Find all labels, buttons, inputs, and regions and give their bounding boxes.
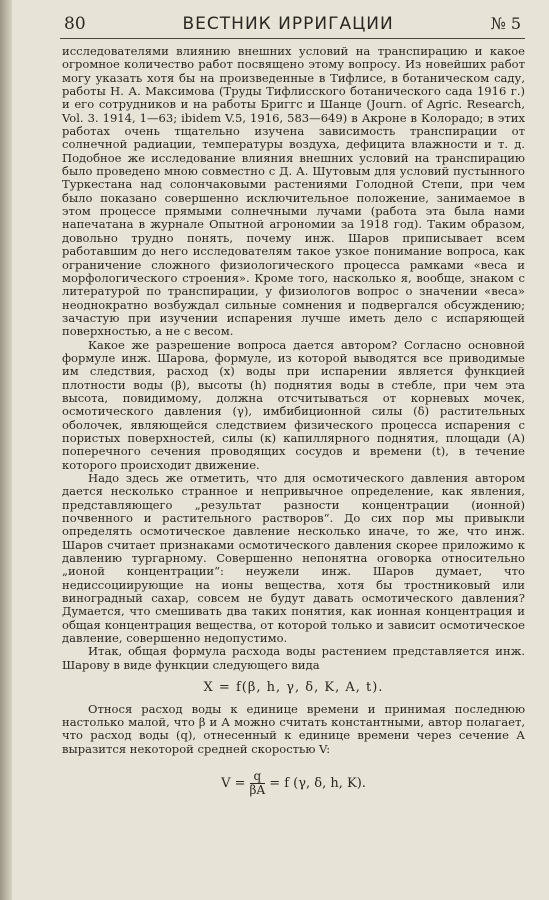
issue-number: № 5 <box>490 14 521 33</box>
paragraph-2: Какое же разрешение вопроса дается автором? Согласно основной формуле инж. Шарова, формуле, из которой выводятся все приводимые им следствия, расход (x) воды при испарении является функцией плотности воды (β), высоты (h) поднятия воды в стебле, при чем эта высота, повидимому, должна отсчитываться от корневых мочек, осмотического давления (γ), имбибиционной силы (δ) растительных оболочек, являющейся следствием физического процесса испарения с пористых поверхностей, силы (к) капиллярного поднятия, площади (А) поперечного сечения проводящих сосудов и времени (t), в течение которого происходит движение. <box>62 337 525 472</box>
paragraph-3: Надо здесь же отметить, что для осмотического давления автором дается несколько странное и непривычное определение, как явления, представляющего „результат разности концентрации (ионной) почвенного и растительного растворов“. До сих пор мы привыкли определять осмотическое давление несколько иначе, то же, что инж. Шаров считает признаками осмотического давления скорее приложимо к давлению тургарному. Совершенно непонятна оговорка относительно „ионой концентрации“: неужели инж. Шаров думает, что недиссоциирующие на ионы вещества, хотя бы тростниковый или виноградный сахар, совсем не будут давать осмотического давления? Думается, что смешивать два таких понятия, как ионная концентрация и общая концентрация вещества, от которой только и зависит осмотическое давление, совершенно недопустимо. <box>62 471 525 646</box>
paragraph-4: Итак, общая формула расхода воды растением представляется инж. Шарову в виде функции следующего вида <box>62 644 525 672</box>
formula-v-denominator: βA <box>249 782 266 797</box>
formula-v-fraction <box>250 770 266 797</box>
formula-v-rhs: = f (γ, δ, h, K). <box>269 775 366 791</box>
formula-v-numerator: q <box>250 770 266 784</box>
page-number: 80 <box>64 14 86 34</box>
formula-x: X = f(β, h, γ, δ, K, A, t). <box>203 680 384 696</box>
journal-title: ВЕСТНИК ИРРИГАЦИИ <box>182 14 394 34</box>
paragraph-5: Относя расход воды к единице времени и принимая последнюю настолько малой, что β и А можно считать константными, автор полагает, что расход воды (q), отнесенный к единице времени через сечение А выразится некоторой средней скоростью V: <box>62 701 525 756</box>
formula-v <box>62 770 525 797</box>
formula-v-lhs: V = <box>221 775 246 791</box>
article-body <box>62 45 525 797</box>
paragraph-1: исследователями влиянию внешних условий на транспирацию и какое огромное количество работ посвящено этому вопросу. Из новейших работ могу указать хотя бы на произведенные в Тифлисе, в ботаническом саду, работы Н. А. Максимова (Труды Тифлисского ботанического сада 1916 г.) и его сотрудников и на работы Бриггс и Шанце (Journ. of Agric. Research, Vol. 3. 1914, 1—63; ibidem V.5, 1916, 583—649) в Акроне в Колорадо; в этих работах очень тщательно изучена зависимость транспирации от солнечной радиации, температуры воздуха, дефицита влажности и т. д. Подобное же исследование влияния внешних условий на транспирацию было проведено мною совместно с Д. А. Шутовым для условий пустынного Туркестана над солончаковыми растениями Голодной Степи, при чем было показано совершенно исключительное положение, занимаемое в этом процессе прямыми солнечными лучами (работа эта была нами напечатана в журнале Опытной агрономии за 1918 год). Таким образом, довольно трудно понять, почему инж. Шаров приписывает всем работавшим до него исследователям такое узкое понимание вопроса, как ограничение сложного физиологического процесса рамками «веса и морфологического строения». Кроме того, насколько я, вообще, знаком с литературой по транспирации, у физиологов вопрос о значении «веса» неоднократно возбуждал сильные сомнения и подвергался обсуждению; зачастую при изучении испарения лучше иметь дело с испаряющей поверхностью, а не с весом. <box>62 44 525 339</box>
binding-edge <box>0 0 12 900</box>
page-header <box>60 14 525 39</box>
